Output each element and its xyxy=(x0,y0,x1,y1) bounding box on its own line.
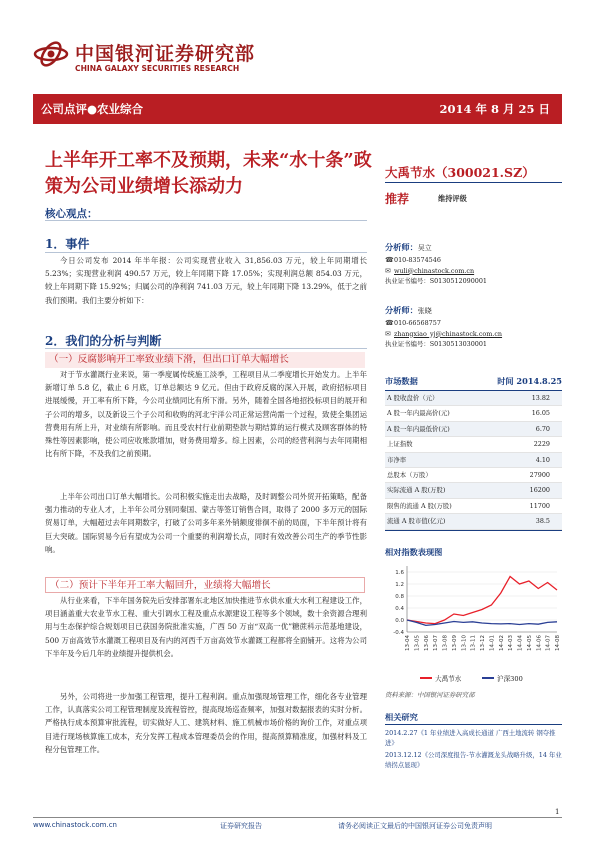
analyst-cert: 执业证书编号：S0130512090001 xyxy=(385,277,487,286)
event-paragraph: 今日公司发布 2014 年半年报：公司实现营业收入 31,856.03 万元，较上年同期增长 5.23%；实现营业利润 490.57 万元，较上年同期下降 17.05%；实现利润总额 854.03 万元，较上年同期下降 15.92%；归属公司的净利润 741.03 万元，较上年同期下降 13.29%，低于之前我们预期。我们主要分析如下： xyxy=(45,256,367,305)
section-heading-event: 1．事件 xyxy=(45,237,90,251)
analyst-block-1 xyxy=(385,241,562,287)
market-data-value: 27900 xyxy=(529,470,550,479)
market-data-key: 限售的流通 A 股(万股) xyxy=(387,501,452,510)
section-heading-analysis: 2．我们的分析与判断 xyxy=(45,334,162,348)
related-item-1[interactable]: 2014.2.27《1 年业绩进入高成长通道 广西土地流转 钢夺推进》 xyxy=(385,729,556,747)
market-data-date: 时间 2014.8.25 xyxy=(497,376,562,386)
analyst-name: 吴立 xyxy=(417,244,432,252)
market-data-row xyxy=(385,514,562,529)
divider xyxy=(385,724,562,725)
stock-name: 大禹节水（300021.SZ） xyxy=(385,165,535,180)
chart-y-tick-label: 0.0 xyxy=(395,618,404,624)
chart-x-tick-label: 14-06 xyxy=(536,635,543,651)
related-research-title: 相关研究 xyxy=(385,712,418,722)
market-data-row xyxy=(385,422,562,437)
market-data-row xyxy=(385,483,562,498)
footer-disclaimer: 请务必阅读正文最后的中国银河证券公司免责声明 xyxy=(338,822,492,830)
chart-x-tick-label: 14-01 xyxy=(489,635,496,651)
market-data-row xyxy=(385,391,562,406)
analyst-email[interactable]: zhangxiao_yj@chinastock.com.cn xyxy=(394,329,503,338)
subheading-2: （二）预计下半年开工率大幅回升，业绩将大幅增长 xyxy=(45,577,365,593)
chart-x-tick-label: 13-10 xyxy=(461,635,468,651)
market-data-table xyxy=(385,390,562,531)
market-data-key: 市净率 xyxy=(387,455,407,464)
chart-x-tick-label: 14-03 xyxy=(508,635,515,651)
chart-x-tick-label: 14-07 xyxy=(545,635,552,651)
market-data-key: A 股一年内最高价(元) xyxy=(387,409,450,418)
market-data-header xyxy=(385,376,562,389)
analysis-paragraph-4: 另外，公司将进一步加强工程管理，提升工程利润。重点加强现场管理工作，细化各专业管理工作，认真落实公司工程管理制度及流程管控，提高现场巡查频率，加强对数据报表的实时分析。严格执行成本预算审批流程，切实做好人工、建筑材料、施工机械市场价格的询价工作，对重点项目进行现场核算施工成本，充分发挥工程成本管理委员会的作用，提高预算精准度，加强材料及工程分包管理工作。 xyxy=(45,692,367,754)
chart-x-tick-label: 14-04 xyxy=(517,635,524,651)
chart-x-tick-label: 14-08 xyxy=(555,635,561,651)
legend-item xyxy=(482,673,523,683)
market-data-title: 市场数据 xyxy=(385,376,418,386)
divider xyxy=(45,348,367,349)
legend-swatch xyxy=(482,677,494,679)
core-points-label: 核心观点： xyxy=(45,208,98,220)
rating: 推荐 xyxy=(385,192,410,206)
report-type: 公司点评●农业综合 xyxy=(41,102,144,116)
chart-x-tick-label: 13-08 xyxy=(442,635,449,651)
chart-y-tick-label: 1.6 xyxy=(395,570,404,576)
footer-url[interactable]: www.chinastock.com.cn xyxy=(33,821,117,829)
report-title: 上半年开工率不及预期，未来“水十条”政策为公司业绩增长添动力 xyxy=(45,150,372,197)
related-item-2[interactable]: 2013.12.12《公司深度报告-节水灌溉龙头战略升级，14 年业绩拐点显现》 xyxy=(385,751,562,769)
analyst-label: 分析师： xyxy=(385,305,418,315)
legend-label: 沪深300 xyxy=(497,675,523,683)
page-number: 1 xyxy=(555,808,560,816)
market-data-value: 13.82 xyxy=(531,394,550,402)
market-data-value: 4.10 xyxy=(535,455,550,464)
market-data-row xyxy=(385,453,562,468)
company-logo xyxy=(33,30,283,80)
chart-y-tick-label: 0.8 xyxy=(395,594,404,600)
phone-icon: ☎ xyxy=(385,319,394,327)
galaxy-logo-icon xyxy=(33,38,69,70)
market-data-value: 2229 xyxy=(533,440,550,449)
legend-item xyxy=(420,673,461,683)
rating-sub: 维持评级 xyxy=(438,194,467,203)
analysis-paragraph-2: 上半年公司出口订单大幅增长。公司积极实施走出去战略，及时调整公司外贸开拓策略，配备强力推动的专业人才，上半年公司分别同秦国、蒙古等签订销售合同，取得了 2000 多万元的国际贸易订单，大幅超过去年同期数字，打破了公司多年来外销额度徘徊不前的局面，下半年预计将有巨大突破。国际贸易今后有望成为公司一个重要的利润增长点，同时有效改善公司生产的季节性影响。 xyxy=(45,492,367,554)
divider xyxy=(385,182,562,183)
market-data-value: 11700 xyxy=(529,501,550,510)
market-data-value: 16200 xyxy=(529,486,550,495)
market-data-row xyxy=(385,468,562,483)
analysis-paragraph-1: 对于节水灌溉行业来说，第一季度属传统施工淡季，工程项目从二季度增长开始发力。上半年新增订单 5.8 亿，截止 6 月底，订单总额达 9 亿元。但由于政府反腐的深入开展，政府招标项目进展缓慢，开工率有所下降，今公司业绩同比有所下滑。另外，随着全国各地招投标项目的展开和子公司的增多，以及新设三个子公司和收购的河北宇洋公司正常运营尚需一个过程，致使全集团运营费用有所上升，对业绩有所影响。而且受农村行业前期垫款与期结算的运行模式及顾客群体的特殊性等因素影响，使公司应收账款增加，财务费用增多。综上因素，公司的经营利润与去年同期相比有所下降，不及我们之前预期。 xyxy=(45,370,367,459)
market-data-key: 上证指数 xyxy=(387,440,413,449)
footer-divider xyxy=(33,817,562,818)
divider xyxy=(45,252,367,253)
footer-center: 证券研究报告 xyxy=(220,822,262,830)
phone-icon: ☎ xyxy=(385,256,394,264)
legend-label: 大禹节水 xyxy=(435,675,462,683)
market-data-key: A 股收盘价（元） xyxy=(387,394,439,402)
email-icon: ✉ xyxy=(385,266,391,275)
chart-x-tick-label: 13-12 xyxy=(480,635,486,651)
report-banner xyxy=(33,94,562,124)
chart-source: 资料来源：中国银河证券研究部 xyxy=(385,691,475,699)
chart-series-line xyxy=(407,577,557,624)
market-data-key: 实际流通 A 股(万股) xyxy=(387,486,446,495)
chart-y-tick-label: 0.4 xyxy=(395,606,404,612)
legend-swatch xyxy=(420,677,432,679)
subheading-1: （一）反腐影响开工率致业绩下滑，但出口订单大幅增长 xyxy=(45,352,365,368)
market-data-key: 总股本（万股） xyxy=(387,470,432,479)
relative-index-chart xyxy=(385,560,562,672)
market-data-value: 6.70 xyxy=(535,424,550,433)
chart-x-tick-label: 14-02 xyxy=(498,635,505,651)
analyst-email[interactable]: wuli@chinastock.com.cn xyxy=(394,266,475,275)
market-data-key: 流通 A 股市值(亿元) xyxy=(387,517,446,526)
company-name-cn: 中国银河证券研究部 xyxy=(75,43,256,65)
analyst-block-2 xyxy=(385,304,562,350)
analyst-phone: 010-66568757 xyxy=(394,319,441,327)
chart-x-tick-label: 13-09 xyxy=(451,635,458,651)
chart-y-tick-label: 1.2 xyxy=(395,582,404,588)
divider xyxy=(45,220,367,221)
chart-legend xyxy=(420,673,560,684)
chart-x-tick-label: 13-06 xyxy=(423,635,430,651)
chart-title: 相对指数表现图 xyxy=(385,547,443,557)
chart-x-tick-label: 13-11 xyxy=(470,635,477,651)
chart-x-tick-label: 13-04 xyxy=(405,635,411,651)
analysis-paragraph-3: 从行业来看，下半年国务院先后安排部署东北地区加快推进节水供水重大水利工程建设工作，项目涵盖重大农业节水工程、重大引调水工程及重点水源建设工程等多个领域，数十余资源合理利用与生态保护综合规划项目已获国务院批准实施，广西 50 万亩“双高一优”糖蔗科示范基地建设，500 万亩高效节水灌溉工程项目及有内的河西千万亩高效节水灌溉工程都将全面铺开。这将为公司下半年及今后几年的业绩提升提供机会。 xyxy=(45,596,367,658)
market-data-row xyxy=(385,406,562,421)
market-data-value: 38.5 xyxy=(535,517,550,526)
analyst-phone: 010-83574546 xyxy=(394,256,441,264)
chart-x-tick-label: 14-05 xyxy=(526,635,533,651)
analyst-label: 分析师： xyxy=(385,242,418,252)
chart-x-tick-label: 13-05 xyxy=(414,635,421,651)
market-data-key: A 股一年内最低价(元) xyxy=(387,424,450,433)
company-name-en: CHINA GALAXY SECURITIES RESEARCH xyxy=(75,64,240,73)
chart-x-tick-label: 13-07 xyxy=(433,635,440,651)
market-data-row xyxy=(385,437,562,452)
chart-y-tick-label: -0.4 xyxy=(393,630,404,636)
report-date: 2014 年 8 月 25 日 xyxy=(439,102,550,116)
market-data-row xyxy=(385,499,562,514)
analyst-cert: 执业证书编号：S0130513030001 xyxy=(385,340,487,349)
email-icon: ✉ xyxy=(385,329,391,338)
analyst-name: 张晓 xyxy=(417,307,432,315)
market-data-value: 16.05 xyxy=(531,409,550,418)
